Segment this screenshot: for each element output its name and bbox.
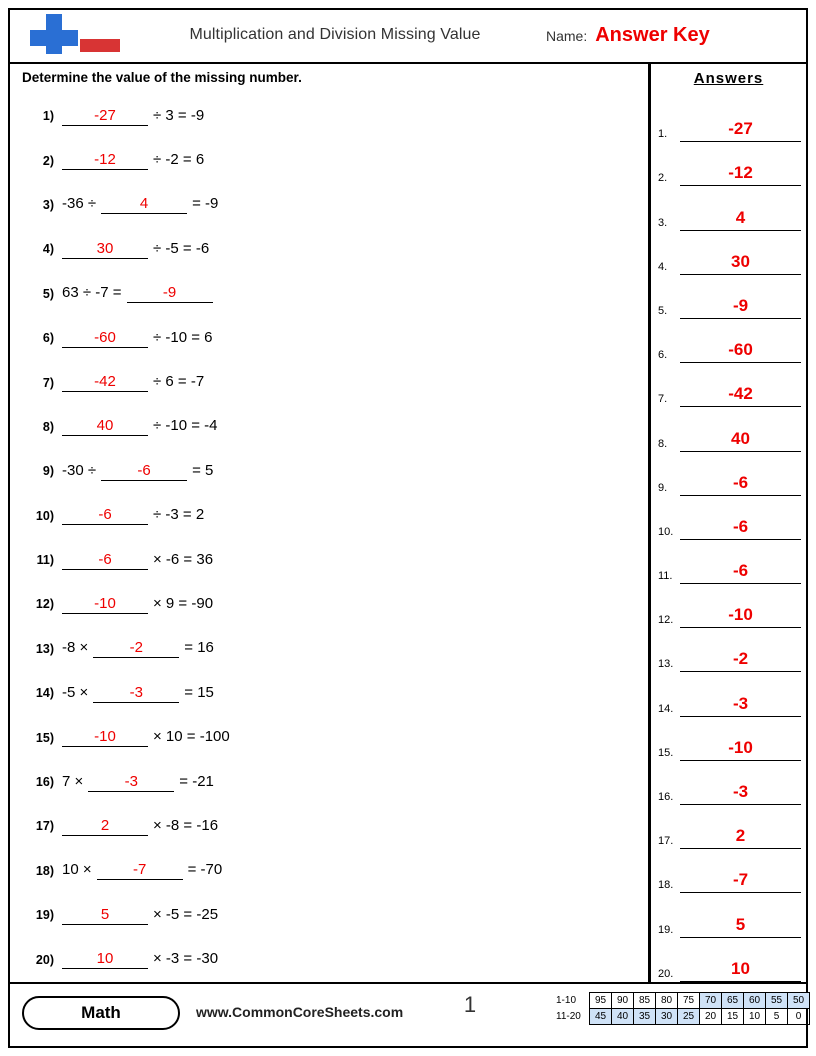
answers-heading: Answers [693, 70, 764, 87]
answer-number: 9. [658, 481, 668, 494]
expression-suffix: = -70 [187, 861, 223, 879]
score-cell: 40 [612, 1009, 634, 1025]
score-cell: 85 [634, 993, 656, 1009]
answer-row [658, 319, 803, 363]
answer-value: -6 [732, 561, 749, 581]
answer-number: 7. [658, 393, 668, 406]
answer-row [658, 893, 803, 937]
answer-blank[interactable]: -2 [93, 639, 179, 658]
answer-row [658, 407, 803, 451]
answer-row [658, 717, 803, 761]
expression-prefix: -8 × [62, 639, 89, 657]
name-field-group [546, 24, 806, 47]
score-row-label: 1-10 [556, 995, 577, 1006]
problem-expression [62, 684, 214, 703]
expression-suffix: = -21 [179, 772, 214, 790]
answer-blank[interactable]: 30 [62, 240, 148, 259]
answer-number: 3. [658, 216, 668, 229]
score-cell: 50 [788, 993, 810, 1009]
problem-number: 6) [42, 331, 54, 346]
problem-number: 13) [35, 641, 54, 656]
problem-number: 16) [35, 775, 54, 790]
answer-blank[interactable]: -3 [88, 773, 174, 792]
score-table [556, 992, 810, 1025]
expression-suffix: = 15 [184, 683, 214, 701]
plus-minus-icon [14, 12, 134, 58]
answer-row [658, 805, 803, 849]
answer-row [658, 496, 803, 540]
answer-blank[interactable]: -10 [62, 595, 148, 614]
name-label: Name: [546, 27, 588, 44]
problem-expression [62, 417, 218, 436]
expression-prefix: 7 × [62, 772, 84, 790]
score-cell: 45 [590, 1009, 612, 1025]
expression-suffix: ÷ -2 = 6 [153, 151, 205, 169]
score-cell: 55 [766, 993, 788, 1009]
problem-row [16, 449, 636, 493]
score-row [556, 993, 810, 1009]
answer-value: 40 [731, 428, 750, 448]
problem-number: 4) [42, 242, 54, 257]
problem-row [16, 405, 636, 449]
problem-expression [62, 906, 218, 925]
problem-row [16, 94, 636, 138]
answer-row [658, 761, 803, 805]
answer-row [658, 628, 803, 672]
problem-row [16, 227, 636, 271]
problem-number: 3) [42, 197, 54, 212]
problem-expression [62, 195, 218, 214]
worksheet-header [10, 10, 806, 60]
expression-suffix: ÷ -5 = -6 [153, 239, 210, 257]
score-row [556, 1009, 810, 1025]
expression-suffix: × -5 = -25 [153, 905, 219, 923]
expression-suffix: × 9 = -90 [153, 594, 214, 612]
answer-number: 16. [658, 791, 674, 803]
answer-number: 20. [658, 967, 674, 980]
expression-prefix: -36 ÷ [62, 195, 97, 213]
problem-row [16, 937, 636, 981]
problem-number: 19) [35, 908, 54, 923]
expression-suffix: ÷ -10 = -4 [153, 417, 218, 435]
problem-number: 18) [35, 863, 54, 878]
problem-expression [62, 284, 213, 303]
website-link[interactable]: www.CommonCoreSheets.com [196, 1004, 404, 1020]
problem-row [16, 849, 636, 893]
answer-row [658, 672, 803, 716]
problem-number: 9) [42, 464, 54, 479]
score-cell: 5 [766, 1009, 788, 1025]
answer-blank[interactable]: -3 [93, 684, 179, 703]
expression-prefix: 63 ÷ -7 = [62, 284, 122, 302]
answer-value: -12 [728, 163, 753, 183]
score-cell: 75 [678, 993, 700, 1009]
problem-number: 14) [35, 686, 54, 701]
answer-number: 2. [658, 172, 668, 185]
score-cell: 80 [656, 993, 678, 1009]
answer-blank[interactable]: -10 [62, 728, 148, 747]
problem-number: 7) [42, 375, 54, 390]
problem-number: 17) [35, 819, 54, 834]
answer-value: -3 [732, 782, 749, 801]
answer-row [658, 142, 803, 186]
answer-row [658, 186, 803, 230]
answer-number: 18. [658, 879, 674, 892]
answer-value: -2 [732, 649, 749, 669]
answer-number: 8. [658, 437, 668, 450]
problem-row [16, 671, 636, 715]
answer-blank[interactable]: -42 [62, 373, 148, 392]
answer-blank[interactable]: -12 [62, 151, 148, 170]
problem-number: 11) [36, 553, 54, 568]
score-cell: 65 [722, 993, 744, 1009]
score-cell: 30 [656, 1009, 678, 1025]
expression-suffix: = 5 [192, 461, 214, 479]
expression-suffix: = 16 [184, 639, 214, 657]
expression-suffix: × -3 = -30 [153, 950, 219, 968]
answer-number: 10. [658, 525, 674, 538]
score-cell: 90 [612, 993, 634, 1009]
answer-blank[interactable]: -6 [101, 462, 187, 481]
problem-row [16, 893, 636, 937]
answer-row [658, 275, 803, 319]
answer-value: 5 [735, 914, 746, 934]
expression-suffix: ÷ 6 = -7 [153, 373, 205, 391]
header-divider [10, 62, 806, 64]
answer-row [658, 363, 803, 407]
expression-prefix: -30 ÷ [62, 461, 97, 479]
answer-blank[interactable]: 5 [62, 906, 148, 925]
expression-suffix: × -8 = -16 [153, 816, 219, 834]
answer-blank[interactable]: -6 [62, 506, 148, 525]
answer-value: -60 [728, 340, 753, 360]
answer-value: 2 [735, 826, 746, 846]
answer-blank[interactable]: -60 [62, 329, 148, 348]
problem-number: 12) [35, 597, 54, 612]
answer-number: 14. [658, 702, 674, 715]
answer-blank[interactable]: 10 [62, 950, 148, 969]
footer-divider [10, 982, 806, 984]
answer-blank[interactable]: 4 [101, 195, 187, 214]
problem-row [16, 804, 636, 848]
answer-value: 10 [731, 958, 750, 978]
answer-value: -9 [732, 295, 749, 315]
answer-value: -10 [728, 737, 753, 757]
answer-row [658, 540, 803, 584]
answer-row [658, 849, 803, 893]
problem-expression [62, 151, 204, 170]
answer-value: -10 [728, 605, 753, 625]
answer-blank[interactable]: -27 [62, 107, 148, 126]
score-cell: 35 [634, 1009, 656, 1025]
problem-expression [62, 551, 213, 570]
answer-value: -42 [728, 384, 753, 404]
expression-suffix: × -6 = 36 [153, 550, 214, 568]
problem-row [16, 360, 636, 404]
instructions: Determine the value of the missing number. [22, 70, 302, 85]
problem-expression [62, 639, 214, 658]
answer-row [658, 938, 803, 982]
answer-number: 19. [658, 923, 674, 936]
answer-row [658, 231, 803, 275]
answer-value: -6 [732, 516, 749, 536]
problem-row [16, 183, 636, 227]
problem-number: 15) [35, 730, 54, 745]
answer-value: -6 [732, 472, 749, 492]
problem-row [16, 494, 636, 538]
problem-number: 2) [42, 153, 54, 168]
problem-number: 10) [35, 508, 54, 523]
problem-list [16, 94, 636, 982]
problem-number: 20) [35, 952, 54, 967]
problem-row [16, 760, 636, 804]
answer-blank[interactable]: 2 [62, 817, 148, 836]
answer-number: 11. [658, 570, 673, 583]
problem-expression [62, 861, 222, 880]
expression-prefix: 10 × [62, 861, 92, 879]
answer-number: 1. [658, 128, 668, 141]
answer-row [658, 584, 803, 628]
answer-row [658, 452, 803, 496]
answer-blank[interactable]: -7 [97, 861, 183, 880]
score-cell: 10 [744, 1009, 766, 1025]
problem-row [16, 715, 636, 759]
problem-expression [62, 462, 213, 481]
answer-value: -27 [728, 119, 753, 139]
problem-expression [62, 329, 213, 348]
problem-expression [62, 107, 204, 126]
score-cell: 95 [590, 993, 612, 1009]
expression-suffix: × 10 = -100 [153, 728, 230, 746]
problem-expression [62, 506, 204, 525]
answer-number: 12. [658, 614, 674, 627]
problem-expression [62, 773, 214, 792]
expression-prefix: -5 × [62, 683, 89, 701]
score-row-label: 11-20 [556, 1011, 581, 1022]
answer-number: 4. [658, 260, 668, 273]
answer-value: -3 [732, 693, 749, 713]
answer-value: -7 [732, 870, 749, 890]
problem-number: 8) [42, 419, 54, 434]
answer-number: 17. [658, 835, 674, 848]
problem-row [16, 316, 636, 360]
answer-number: 6. [658, 349, 668, 362]
problem-row [16, 582, 636, 626]
problem-expression [62, 728, 230, 747]
problem-expression [62, 240, 209, 259]
answer-blank[interactable]: -9 [127, 284, 213, 303]
score-cell: 15 [722, 1009, 744, 1025]
problem-number: 1) [42, 109, 54, 124]
answer-value: 4 [735, 207, 746, 227]
score-cell: 60 [744, 993, 766, 1009]
score-cell: 20 [700, 1009, 722, 1025]
problem-expression [62, 817, 218, 836]
answer-blank[interactable]: -6 [62, 551, 148, 570]
answer-value: 30 [731, 251, 750, 271]
expression-suffix: ÷ -10 = 6 [153, 328, 213, 346]
problem-row [16, 627, 636, 671]
answer-row [658, 98, 803, 142]
answer-blank[interactable]: 40 [62, 417, 148, 436]
page-title: Multiplication and Division Missing Value [189, 26, 481, 43]
expression-suffix: = -9 [192, 195, 219, 213]
score-cell: 70 [700, 993, 722, 1009]
answer-key-label: Answer Key [595, 23, 710, 46]
expression-suffix: ÷ 3 = -9 [153, 106, 205, 124]
score-cell: 25 [678, 1009, 700, 1025]
problem-expression [62, 950, 218, 969]
problem-number: 5) [42, 286, 54, 301]
answers-column-divider [648, 64, 651, 982]
score-cell: 0 [788, 1009, 810, 1025]
answer-number: 13. [658, 658, 674, 671]
answers-list [658, 98, 803, 982]
problem-row [16, 138, 636, 182]
expression-suffix: ÷ -3 = 2 [153, 506, 205, 524]
page-number: 1 [463, 992, 477, 1017]
answer-number: 5. [658, 304, 668, 317]
subject-badge: Math [22, 996, 180, 1030]
problem-row [16, 538, 636, 582]
answer-number: 15. [658, 746, 674, 759]
problem-row [16, 272, 636, 316]
problem-expression [62, 373, 204, 392]
problem-expression [62, 595, 213, 614]
